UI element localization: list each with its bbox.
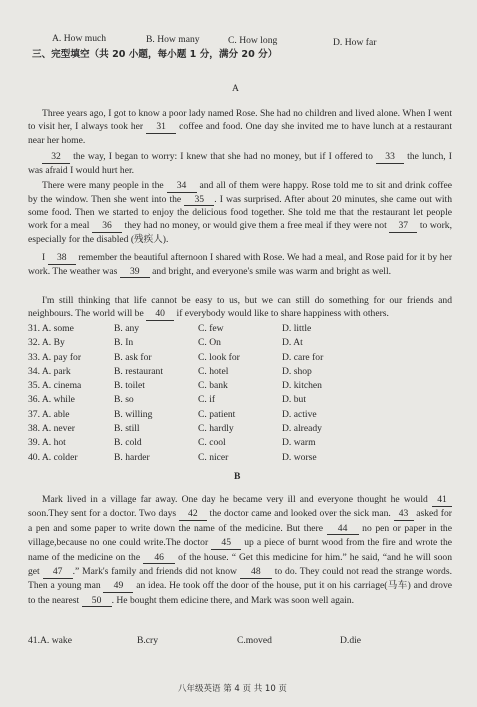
blank-39: 39 [120, 267, 150, 279]
option-row-33: 33. A. pay for B. ask for C. look for D. care for [28, 351, 324, 363]
blank-47: 47 [43, 567, 73, 579]
top-option-c: C. How long [228, 35, 278, 46]
passage-a-paragraph-3: There were many people in the 34 and all of them were happy. Rose told me to sit and drink coffee by the window. Then she went into the 35 . I was surprised. After about 20 minutes, she came out with some food. Then we started to enjoy the delicious food together. She told me that the restaurant let people work for a meal 36 they had no money, or would give them a free meal if they were not 37 to work, especially for the disabled (残疾人). [28, 180, 453, 245]
option-41-b: B.cry [137, 635, 159, 646]
passage-a-paragraph-2: 32 the way, I began to worry: I knew that she had no money, but if I offered to 33 the lunch, I was afraid I would hurt her. [28, 151, 452, 176]
option-row-40: 40. A. colder B. harder C. nicer D. worse [28, 451, 317, 463]
blank-42: 42 [179, 509, 207, 521]
blank-37: 37 [389, 221, 417, 233]
passage-a-paragraph-1: Three years ago, I got to know a poor lady named Rose. She had no children and lived alone. When I went to visit her, I always took her 31 coffee and food. One day she invited me to have lunch at a restaurant near her home. [28, 108, 453, 146]
option-row-35: 35. A. cinema B. toilet C. bank D. kitchen [28, 380, 322, 392]
blank-46: 46 [143, 553, 175, 565]
passage-a-label: A [232, 83, 239, 94]
option-row-38: 38. A. never B. still C. hardly D. already [28, 423, 322, 435]
blank-48: 48 [240, 567, 272, 579]
passage-b-paragraph: Mark lived in a village far away. One day he became very ill and everyone thought he would 41soon.They sent for a doctor. Two days 42 the doctor came and looked over the sick man. 43 asked for a pen and some paper to write down the name of the medicine. But there 44 no pen or paper in the village,because no one could write.The doctor 45 up a piece of burnt wood from the fire and wrote the name of the medicine on the 46 of the house. “ Get this medicine for him.” he said, “and he will soon get 47 .” Mark's family and friends did not know 48 to do. They could not read the strange words. Then a young man 49 an idea. He took off the door of the house, put it on his carriage(马车) and drove to the nearest 50 . He bought them edicine there, and Mark was soon well again. [28, 494, 453, 606]
top-option-b: B. How many [146, 34, 200, 45]
option-41-d: D.die [340, 635, 362, 646]
blank-43: 43 [394, 509, 414, 521]
blank-35: 35 [184, 195, 214, 207]
option-row-36: 36. A. while B. so C. if D. but [28, 394, 306, 406]
blank-32: 32 [42, 152, 70, 164]
option-row-39: 39. A. hot B. cold C. cool D. warm [28, 437, 316, 449]
blank-49: 49 [103, 581, 133, 593]
option-row-34: 34. A. park B. restaurant C. hotel D. shop [28, 365, 312, 377]
passage-a-paragraph-5: I'm still thinking that life cannot be easy to us, but we can still do something for our friends and neighbours. The world will be 40 if everybody would like to share happiness with others. [28, 295, 452, 320]
blank-36: 36 [92, 221, 122, 233]
blank-38: 38 [48, 253, 76, 265]
options-a-list [28, 322, 448, 465]
top-option-d: D. How far [333, 37, 377, 48]
blank-31: 31 [146, 122, 176, 134]
blank-41: 41 [432, 495, 452, 507]
option-41-a: 41.A. wake [28, 635, 72, 646]
top-option-a: A. How much [52, 33, 107, 44]
blank-34: 34 [167, 181, 197, 193]
blank-44: 44 [327, 524, 359, 536]
option-41-c: C.moved [237, 635, 272, 646]
passage-a-paragraph-4: I 38 remember the beautiful afternoon I shared with Rose. We had a meal, and Rose paid for it by her work. The weather was 39 and bright, and everyone's smile was warm and bright as well. [28, 252, 453, 277]
page-footer: 八年级英语 第 4 页 共 10 页 [178, 684, 287, 694]
blank-40: 40 [146, 309, 174, 321]
section-title: 三、完型填空（共 20 小题，每小题 1 分，满分 20 分） [32, 49, 278, 60]
blank-33: 33 [376, 152, 404, 164]
option-row-31: 31. A. some B. any C. few D. little [28, 323, 312, 334]
passage-b-label: B [234, 471, 241, 482]
option-row-32: 32. A. By B. In C. On D. At [28, 337, 303, 349]
blank-45: 45 [211, 538, 241, 550]
option-row-37: 37. A. able B. willing C. patient D. active [28, 408, 317, 420]
blank-50: 50 [82, 596, 112, 608]
